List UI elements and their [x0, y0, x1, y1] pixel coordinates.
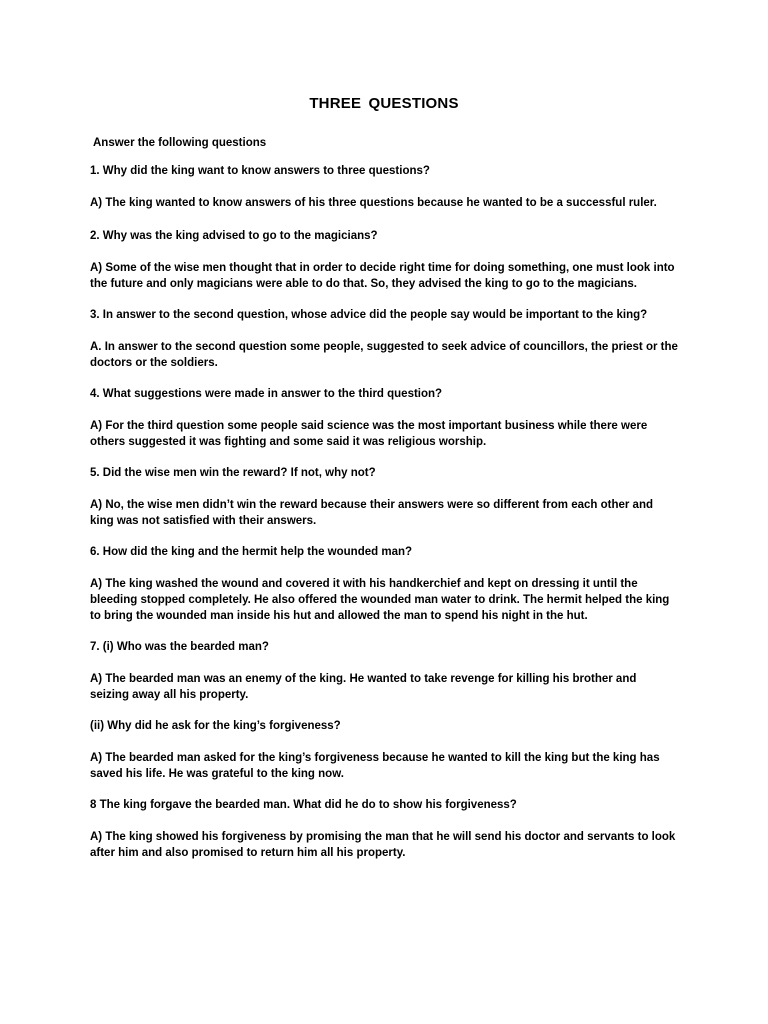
question-5: 5. Did the wise men win the reward? If not, why not? — [90, 467, 376, 479]
question-6: 6. How did the king and the hermit help the wounded man? — [90, 546, 413, 558]
question-1: 1. Why did the king want to know answers to three questions? — [90, 165, 430, 177]
answer-7-i: A) The bearded man was an enemy of the king. He wanted to take revenge for killing his brother and seizing away all his property. — [90, 673, 637, 701]
question-3: 3. In answer to the second question, whose advice did the people say would be important to the king? — [90, 309, 648, 321]
answer-5: A) No, the wise men didn’t win the reward because their answers were so different from each other and king was not satisfied with their answers. — [90, 499, 653, 527]
question-8: 8 The king forgave the bearded man. What did he do to show his forgiveness? — [90, 799, 517, 811]
answer-8: A) The king showed his forgiveness by promising the man that he will send his doctor and servants to look after him and also promised to return him all his property. — [90, 831, 676, 859]
answer-3: A. In answer to the second question some people, suggested to seek advice of councillors, the priest or the doctors or the soldiers. — [90, 341, 678, 369]
question-7-ii: (ii) Why did he ask for the king’s forgiveness? — [90, 720, 341, 732]
question-7-i: 7. (i) Who was the bearded man? — [90, 641, 269, 653]
question-4: 4. What suggestions were made in answer to the third question? — [90, 388, 443, 400]
answer-6: A) The king washed the wound and covered it with his handkerchief and kept on dressing it until the bleeding stopped completely. He also offered the wounded man water to drink. The hermit helped the king to bring the wounded man inside his hut and allowed the man to spend his night in the hut. — [90, 578, 670, 622]
answer-4: A) For the third question some people said science was the most important business while there were others suggested it was fighting and some said it was religious worship. — [90, 420, 648, 448]
question-2: 2. Why was the king advised to go to the magicians? — [90, 230, 378, 242]
instructions-text: Answer the following questions — [93, 137, 267, 149]
answer-1: A) The king wanted to know answers of his three questions because he wanted to be a successful ruler. — [90, 197, 657, 209]
answer-7-ii: A) The bearded man asked for the king’s forgiveness because he wanted to kill the king but the king has saved his life. He was grateful to the king now. — [90, 752, 660, 780]
document-title: THREE QUESTIONS — [309, 95, 459, 112]
answer-2: A) Some of the wise men thought that in order to decide right time for doing something, one must look into the future and only magicians were able to do that. So, they advised the king to go to the magicians. — [90, 262, 675, 290]
